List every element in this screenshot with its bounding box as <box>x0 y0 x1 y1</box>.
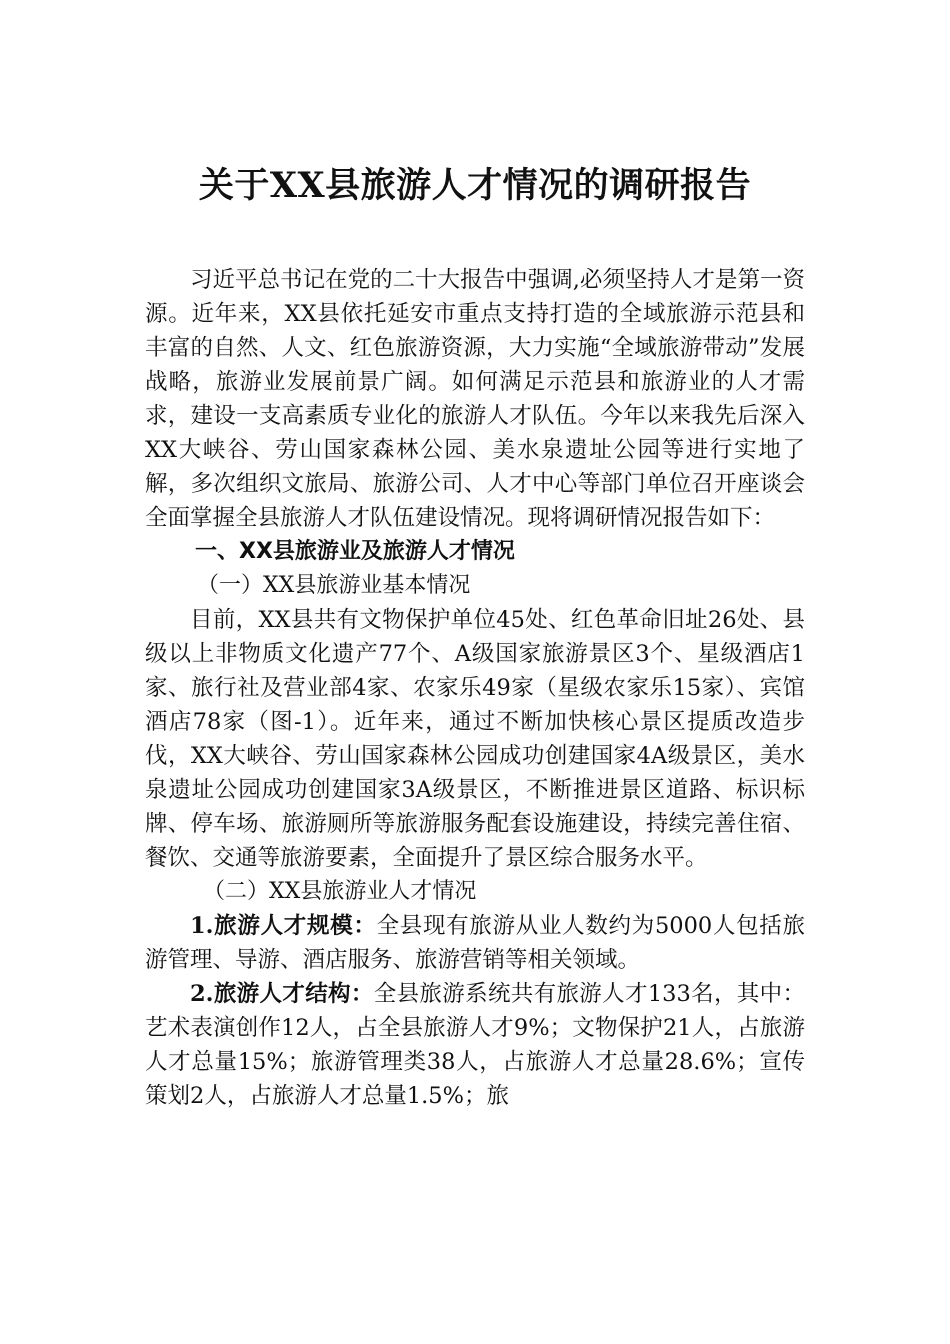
talent-scale-text: 全县现有旅游从业人数约为5000人包括旅游管理、导游、酒店服务、旅游营销等相关领域。 <box>145 913 805 973</box>
intro-paragraph: 习近平总书记在党的二十大报告中强调,必须坚持人才是第一资源。近年来，XX县依托延安市重点支持打造的全域旅游示范县和丰富的自然、人文、红色旅游资源，大力实施“全域旅游带动”发展战略，旅游业发展前景广阔。如何满足示范县和旅游业的人才需求，建设一支高素质专业化的旅游人才队伍。今年以来我先后深入XX大峡谷、劳山国家森林公园、美水泉遗址公园等进行实地了解，多次组织文旅局、旅游公司、人才中心等部门单位召开座谈会全面掌握全县旅游人才队伍建设情况。现将调研情况报告如下： <box>145 267 805 531</box>
section-heading: 一、XX县旅游业及旅游人才情况 <box>195 539 515 564</box>
document-body <box>145 263 805 1113</box>
document-title: 关于XX县旅游人才情况的调研报告 <box>198 165 752 206</box>
subsection-heading: （二）XX县旅游业人才情况 <box>203 879 477 904</box>
talent-structure-paragraph <box>145 977 805 1113</box>
talent-structure-label: 2.旅游人才结构： <box>190 981 374 1007</box>
subsection-heading: （一）XX县旅游业基本情况 <box>197 573 471 598</box>
talent-scale-label: 1.旅游人才规模： <box>190 913 377 939</box>
talent-structure-text: 全县旅游系统共有旅游人才133名，其中：艺术表演创作12人，占全县旅游人才9%；文物保护21人，占旅游人才总量15%；旅游管理类38人，占旅游人才总量28.6%；宣传策划2人，占旅游人才总量1.5%；旅 <box>145 981 805 1109</box>
tourism-basics-paragraph: 目前，XX县共有文物保护单位45处、红色革命旧址26处、县级以上非物质文化遗产77个、A级国家旅游景区3个、星级酒店1家、旅行社及营业部4家、农家乐49家（星级农家乐15家）、宾馆酒店78家（图-1）。近年来，通过不断加快核心景区提质改造步伐，XX大峡谷、劳山国家森林公园成功创建国家4A级景区，美水泉遗址公园成功创建国家3A级景区，不断推进景区道路、标识标牌、停车场、旅游厕所等旅游服务配套设施建设，持续完善住宿、餐饮、交通等旅游要素，全面提升了景区综合服务水平。 <box>145 607 805 871</box>
talent-scale-paragraph <box>145 909 805 977</box>
